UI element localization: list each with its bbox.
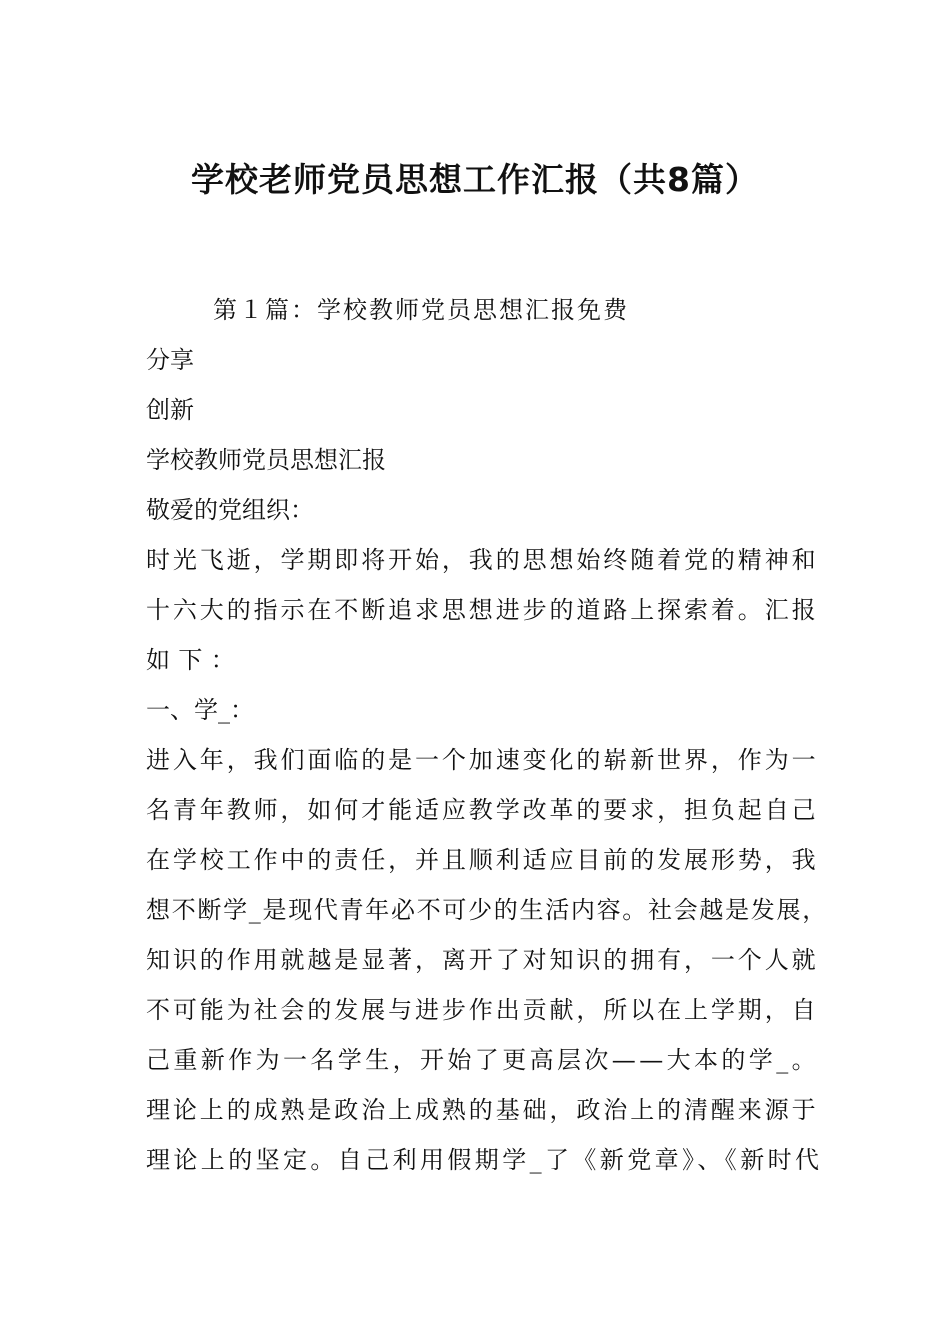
paragraph-line: 一、学_： — [146, 696, 254, 724]
paragraph-line: 名青年教师，如何才能适应教学改革的要求，担负起自己 — [146, 796, 819, 824]
paragraph-line: 知识的作用就越是显著，离开了对知识的拥有，一个人就 — [146, 946, 819, 974]
paragraph-line: 想不断学_是现代青年必不可少的生活内容。社会越是发展， — [146, 896, 828, 924]
paragraph-line: 十六大的指示在不断追求思想进步的道路上探索着。汇报 — [146, 596, 819, 624]
paragraph-line: 理论上的成熟是政治上成熟的基础，政治上的清醒来源于 — [146, 1096, 819, 1124]
paragraph-line: 进入年，我们面临的是一个加速变化的崭新世界，作为一 — [146, 746, 819, 774]
paragraph-line: 如下： — [146, 646, 244, 674]
paragraph-line: 敬爱的党组织： — [146, 496, 314, 524]
paragraph-line: 学校教师党员思想汇报 — [146, 446, 386, 474]
paragraph-line: 创新 — [146, 396, 194, 424]
document-title: 学校老师党员思想工作汇报（共8篇） — [191, 160, 759, 199]
paragraph-line: 己重新作为一名学生，开始了更高层次——大本的学_。 — [146, 1046, 819, 1074]
paragraph-line: 不可能为社会的发展与进步作出贡献，所以在上学期，自 — [146, 996, 819, 1024]
paragraph-line: 时光飞逝，学期即将开始，我的思想始终随着党的精神和 — [146, 546, 819, 574]
section-subtitle: 第１篇：学校教师党员思想汇报免费 — [213, 296, 629, 324]
paragraph-line: 分享 — [146, 346, 194, 374]
paragraph-line: 在学校工作中的责任，并且顺利适应目前的发展形势，我 — [146, 846, 819, 874]
paragraph-line: 理论上的坚定。自己利用假期学_了《新党章》、《新时代 — [146, 1146, 823, 1174]
